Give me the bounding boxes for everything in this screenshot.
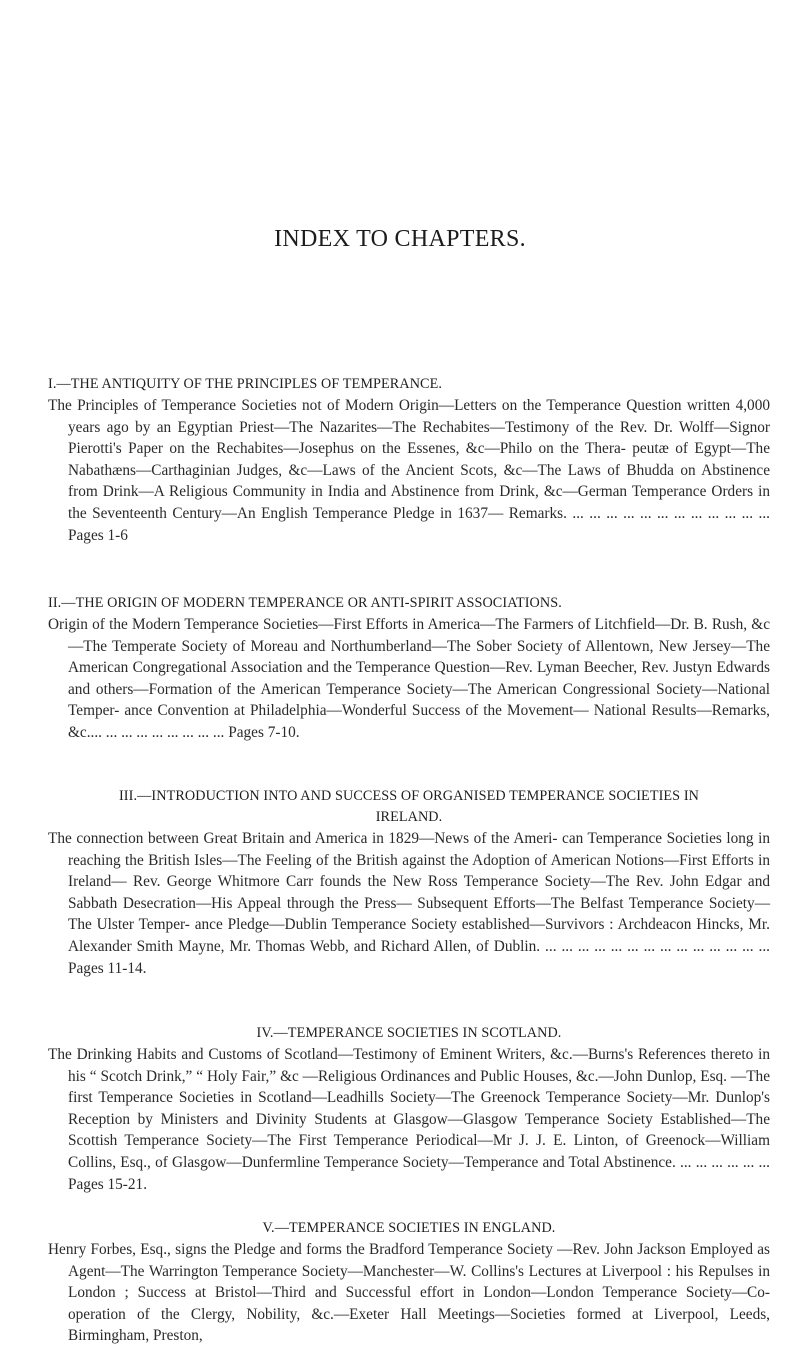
chapter-pages: Pages 1-6 xyxy=(68,526,128,544)
chapter-summary-text: The Drinking Habits and Customs of Scotland—Testimony of Eminent Writers, &c.—Burns's References thereto in his “ Scotch Drink,” “ Holy Fair,” &c —Religious Ordinances and Public Houses, &c.—John Dunlop, Esq. —The first Temperance Societies in Scotland—Leadhills Society—The Greenock Temperance Society—Mr. Dunlop's Reception by Ministers and Divinity Students at Glasgow—Glasgow Temperance Society Established—The Scottish Temperance Society—The First Temperance Periodical—Mr J. J. E. Linton, of Greenock—William Collins, Esq., of Glasgow—Dunfermline Temperance Society—Temperance and Total Abstinence. ... ... ... ... ... ... xyxy=(48,1046,770,1171)
chapter-summary xyxy=(48,1044,770,1195)
chapter-entry xyxy=(48,374,770,546)
chapter-entry xyxy=(48,1023,770,1195)
chapter-summary-text: The connection between Great Britain and America in 1829—News of the Ameri- can Temperance Societies long in reaching the British Isles—The Feeling of the British against the Adoption of American Notions—First Efforts in Ireland— Rev. George Whitmore Carr founds the New Ross Temperance Society—The Rev. John Edgar and Sabbath Desecration—His Appeal through the Press— Subsequent Efforts—The Belfast Temperance Society—The Ulster Temper- ance Pledge—Dublin Temperance Society established—Survivors : Archdeacon Hincks, Mr. Alexander Smith Mayne, Mr. Thomas Webb, and Richard Allen, of Dublin. ... ... ... ... ... ... ... ... ... ... ... ... ... ... xyxy=(48,830,770,955)
page-title: INDEX TO CHAPTERS. xyxy=(274,226,526,252)
chapter-pages: Pages 7-10. xyxy=(228,723,300,741)
chapter-heading: V.—TEMPERANCE SOCIETIES IN ENGLAND. xyxy=(262,1220,556,1236)
chapter-entry xyxy=(48,1218,770,1347)
chapter-summary-text: The Principles of Temperance Societies not of Modern Origin—Letters on the Temperance Question written 4,000 years ago by an Egyptian Priest—The Nazarites—The Rechabites—Testimony of the Rev. Dr. Wolff—Signor Pierotti's Paper on the Rechabites—Josephus on the Essenes, &c—Philo on the Thera- peutæ of Egypt—The Nabathæns—Carthaginian Judges, &c—Laws of the Ancient Scots, &c—The Laws of Bhudda on Abstinence from Drink—A Religious Community in India and Abstinence from Drink, &c—German Temperance Orders in the Seventeenth Century—An English Temperance Pledge in 1637— Remarks. ... ... ... ... ... ... ... ... ... ... ... ... xyxy=(48,397,770,522)
chapter-summary xyxy=(48,1239,770,1347)
chapter-summary-text: Henry Forbes, Esq., signs the Pledge and forms the Bradford Temperance Society —Rev. John Jackson Employed as Agent—The Warrington Temperance Society—Manchester—W. Collins's Lectures at Liverpool : his Repulses in London ; Success at Bristol—Third and Successful effort in London—London Temperance Society—Co-operation of the Clergy, Nobility, &c.—Exeter Hall Meetings—Societies formed at Liverpool, Leeds, Birmingham, Preston, xyxy=(48,1241,770,1345)
chapter-summary xyxy=(48,395,770,546)
chapter-summary-text: Origin of the Modern Temperance Societies—First Efforts in America—The Farmers of Litchfield—Dr. B. Rush, &c—The Temperate Society of Moreau and Northumberland—The Sober Society of Allentown, New Jersey—The American Congregational Association and the Temperance Question—Rev. Lyman Beecher, Rev. Justyn Edwards and others—Formation of the American Temperance Society—The American Congressional Society—National Temper- ance Convention at Philadelphia—Wonderful Success of the Movement— National Results—Remarks, &c.... ... ... ... ... ... ... ... ... xyxy=(48,616,770,741)
chapter-pages: Pages 11-14. xyxy=(68,959,147,977)
chapter-summary xyxy=(48,828,770,979)
chapter-summary xyxy=(48,614,770,744)
chapter-heading: II.—THE ORIGIN OF MODERN TEMPERANCE OR ANTI-SPIRIT ASSOCIATIONS. xyxy=(48,595,562,611)
chapter-entry xyxy=(48,786,770,979)
chapter-heading: IV.—TEMPERANCE SOCIETIES IN SCOTLAND. xyxy=(256,1025,562,1041)
chapter-entry xyxy=(48,593,770,744)
chapter-heading: I.—THE ANTIQUITY OF THE PRINCIPLES OF TEMPERANCE. xyxy=(48,376,443,392)
chapter-pages: Pages 15-21. xyxy=(68,1175,148,1193)
chapter-heading: III.—INTRODUCTION INTO AND SUCCESS OF ORGANISED TEMPERANCE SOCIETIES IN IRELAND. xyxy=(118,788,699,825)
